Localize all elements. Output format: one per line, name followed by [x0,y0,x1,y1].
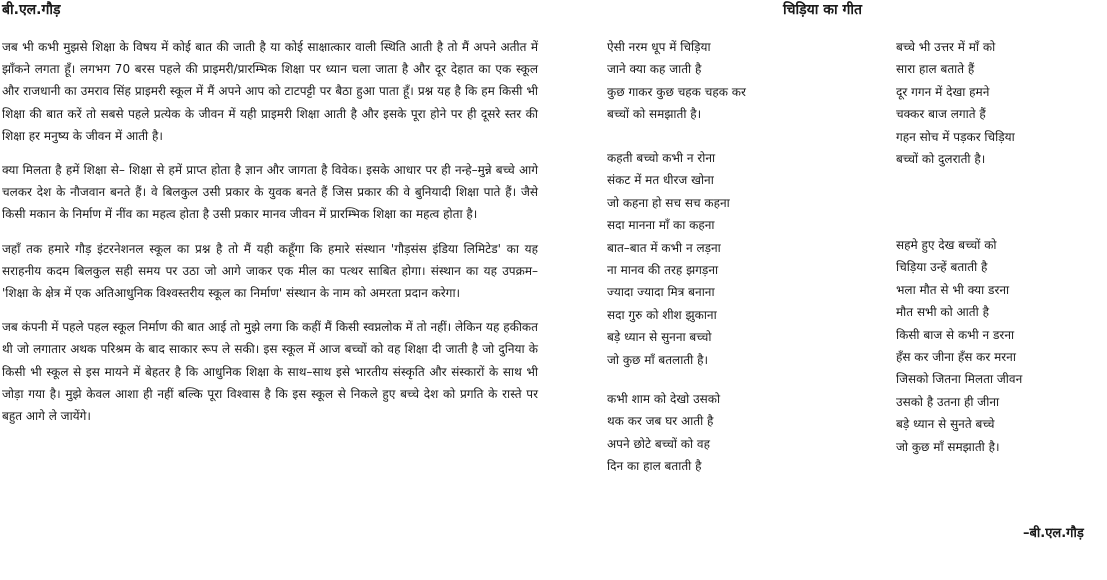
poem-line: कुछ गाकर कुछ चहक चहक कर [607,84,746,99]
essay-column [2,36,538,439]
poem-line: जिसको जितना मिलता जीवन [896,372,1023,387]
poem-line: जो कहना हो सच सच कहना [607,195,730,210]
poem-line: सहमे हुए देख बच्चों को [896,238,997,252]
poem-line: बच्चों को दुलराती है। [896,152,986,167]
poem-line: चक्कर बाज लगाते हैं [896,107,986,122]
poem-line: उसको है उतना ही जीना [896,394,1000,409]
poem-line: संकट में मत धीरज खोना [607,173,714,188]
poem-line: मौत सभी को आती है [896,305,989,320]
poem-line: सदा मानना माँ का कहना [607,218,715,233]
poem-stanza [607,36,746,126]
essay-paragraph: जहाँ तक हमारे गौड़ इंटरनेशनल स्कूल का प्रश्न है तो मैं यही कहूँगा कि हमारे संस्थान 'गौड़संस इंडिया लिमिटेड' का यह सराहनीय कदम बिलकुल सही समय पर उठा जो आगे जाकर एक मील का पत्थर साबित होगा। संस्थान का यह उपक्रम– 'शिक्षा के क्षेत्र में एक अतिआधुनिक विश्वस्तरीय स्कूल का निर्माण' संस्थान के नाम को अमरता प्रदान करेगा। [2,241,538,301]
poem-line: अपने छोटे बच्चों को वह [607,436,710,451]
poem-line: थक कर जब घर आती है [607,414,714,429]
poem-line: बच्चों को समझाती है। [607,107,702,122]
author-name-header: बी.एल.गौड़ [2,2,61,18]
poem-stanza [607,388,720,478]
poem-title: चिड़िया का गीत [783,2,862,18]
essay-paragraph: जब कंपनी में पहले पहल स्कूल निर्माण की बात आई तो मुझे लगा कि कहीं मैं किसी स्वप्नलोक में तो नहीं। लेकिन यह हकीकत थी जो लगातार अथक परिश्रम के बाद साकार रूप ले सकी। इस स्कूल में आज बच्चों को वह शिक्षा दी जाती है जो दुनिया के किसी भी स्कूल से इस मायने में बेहतर है कि आधुनिक शिक्षा के साथ–साथ इसे भारतीय संस्कृति और संस्कारों के साथ भी जोड़ा गया है। मुझे केवल आशा ही नहीं बल्कि पूरा विश्वास है कि इस स्कूल से निकले हुए बच्चे देश को प्रगति के रास्ते पर बहुत आगे ले जायेंगे। [2,320,538,424]
poem-line: सारा हाल बताते हैं [896,62,975,77]
poem-line: जाने क्या कह जाती है [607,62,702,77]
poem-line: जो कुछ माँ बतलाती है। [607,352,708,367]
poem-stanza [896,36,1015,170]
poem-line: किसी बाज से कभी न डरना [896,327,1015,342]
essay-paragraph: क्या मिलता है हमें शिक्षा से– शिक्षा से हमें प्राप्त होता है ज्ञान और जागता है विवेक। इसके आधार पर ही नन्हे–मुन्ने बच्चे आगे चलकर देश के नौजवान बनते हैं। वे बिलकुल उसी प्रकार के युवक बनते हैं जिस प्रकार की वे बुनियादी शिक्षा पाते हैं। जैसे किसी मकान के निर्माण में नींव का महत्व होता है उसी प्रकार मानव जीवन में प्रारम्भिक शिक्षा का महत्व होता है। [2,163,538,222]
poem-line: जो कुछ माँ समझाती है। [896,439,1000,454]
essay-paragraph: जब भी कभी मुझसे शिक्षा के विषय में कोई बात की जाती है या कोई साक्षात्कार वाली स्थिति आती है तो मैं अपने अतीत में झाँकने लगता हूँ। लगभग 70 बरस पहले की प्राइमरी/प्रारम्भिक शिक्षा पर ध्यान चला जाता है और दूर देहात का एक स्कूल और राजधानी का उमराव सिंह प्राइमरी स्कूल में मैं अपने आप को टाटपट्टी पर बैठा हुआ पाता हूँ। प्रश्न यह है कि हम किसी भी शिक्षा की बात करें तो सबसे पहले प्रत्येक के जीवन में यही प्राइमरी शिक्षा आती है और इसके पूरा होने पर ही दूसरे स्तर की शिक्षा हर मनुष्य के जीवन में आती है। [2,40,538,143]
poem-line: ज्यादा ज्यादा मित्र बनाना [607,285,715,300]
poem-line: दिन का हाल बताती है [607,459,702,474]
poem-line: दूर गगन में देखा हमने [896,84,990,99]
poem-line: चिड़िया उन्हें बताती है [896,260,988,275]
poem-line: भला मौत से भी क्या डरना [896,282,1010,297]
poem-line: हँस कर जीना हँस कर मरना [896,350,1016,365]
poem-line: कभी शाम को देखो उसको [607,392,721,406]
poem-line: सदा गुरु को शीश झुकाना [607,307,717,322]
poem-line: बच्चे भी उत्तर में माँ को [896,40,996,54]
poem-line: बात–बात में कभी न लड़ना [607,240,721,255]
poem-stanza [896,234,1022,458]
poem-line: कहती बच्चो कभी न रोना [607,151,716,165]
poem-line: गहन सोच में पड़कर चिड़िया [896,129,1015,144]
poem-line: ऐसी नरम धूप में चिड़िया [607,40,711,54]
poem-stanza [607,147,730,371]
poem-line: ना मानव की तरह झगड़ना [607,263,719,278]
poem-line: बड़े ध्यान से सुनना बच्चो [607,330,712,345]
poem-line: बड़े ध्यान से सुनते बच्चे [896,417,995,432]
poem-signature: –बी.एल.गौड़ [1023,526,1084,541]
